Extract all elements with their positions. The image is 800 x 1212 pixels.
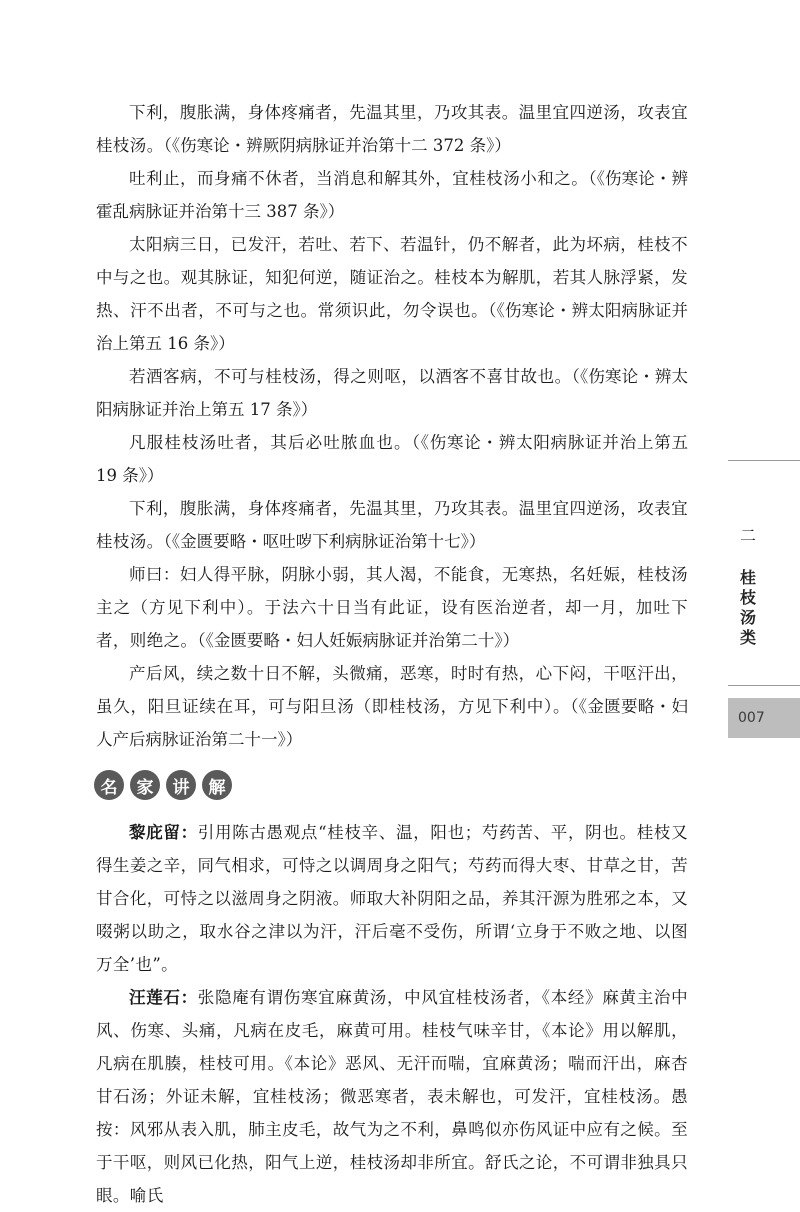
chapter-title-char: 枝 (739, 588, 756, 607)
section-heading-char: 解 (202, 770, 232, 800)
paragraph-2 (96, 162, 688, 228)
paragraph-source: （《伤寒论・辨太阳病脉证并治上第五 16 条》） (96, 301, 689, 353)
margin-divider (728, 460, 800, 461)
commentator-name: 汪莲石： (129, 988, 198, 1007)
commentary-text: 引用陈古愚观点“桂枝辛、温，阳也；芍药苦、平，阴也。桂枝又得生姜之辛，同气相求，可恃之以调周身之阳气；芍药而得大枣、甘草之甘，苦甘合化，可恃之以滋周身之阴液。师取大补阴阳之品，养其汗源为胜邪之本，又啜粥以助之，取水谷之津以为汗，汗后毫不受伤，所谓‘立身于不败之地、以图万全’也”。 (96, 823, 688, 974)
page-number-tab (728, 698, 800, 738)
paragraph-source: （《伤寒论・辨太阳病脉证并治上第五 17 条》） (96, 367, 688, 419)
chapter-title (738, 568, 758, 648)
commentator-name: 黎庇留： (129, 823, 198, 842)
paragraph-source: （《伤寒论・辨霍乱病脉证并治第十三 387 条》） (96, 169, 688, 221)
paragraph-text: 凡服桂枝汤吐者，其后必吐脓血也。 (129, 433, 412, 452)
paragraph-3 (96, 228, 688, 360)
paragraph-1 (96, 96, 688, 162)
margin-divider (728, 685, 800, 686)
paragraph-text: 若酒客病，不可与桂枝汤，得之则呕，以酒客不喜甘故也。 (129, 367, 572, 386)
chapter-title-char: 桂 (739, 568, 756, 587)
commentary-text: 张隐庵有谓伤寒宜麻黄汤，中风宜桂枝汤者，《本经》麻黄主治中风、伤寒、头痛，凡病在皮毛，麻黄可用。桂枝气味辛甘，《本论》用以解肌，凡病在肌腠，桂枝可用。《本论》恶风、无汗而喘，宜麻黄汤；喘而汗出，麻杏甘石汤；外证未解，宜桂枝汤；微恶寒者，表未解也，可发汗，宜桂枝汤。愚按：风邪从表入肌，肺主皮毛，故气为之不利，鼻鸣似亦伤风证中应有之候。至于干呕，则风已化热，阳气上逆，桂枝汤却非所宜。舒氏之论，不可谓非独具只眼。喻氏 (96, 988, 688, 1205)
chapter-side-title (738, 526, 758, 648)
paragraph-text: 太阳病三日，已发汗，若吐、若下、若温针，仍不解者，此为坏病，桂枝不中与之也。观其脉证，知犯何逆，随证治之。桂枝本为解肌，若其人脉浮紧，发热、汗不出者，不可与之也。常须识此，勿令误也。 (96, 235, 688, 320)
commentary-1 (96, 816, 688, 981)
paragraph-6 (96, 492, 688, 558)
paragraph-source: （《伤寒论・辨太阳病脉证并治上第五 19 条》） (96, 433, 688, 485)
section-heading-char: 讲 (166, 770, 196, 800)
paragraph-8 (96, 657, 688, 756)
commentary-2 (96, 981, 688, 1212)
section-heading-char: 名 (94, 770, 124, 800)
paragraph-text: 产后风，续之数十日不解，头微痛，恶寒，时时有热，心下闷，干呕汗出，虽久，阳旦证续在耳，可与阳旦汤（即桂枝汤，方见下利中）。 (96, 664, 688, 716)
paragraph-source: （《金匮要略・呕吐哕下利病脉证治第十七》） (163, 532, 486, 551)
main-content (96, 96, 688, 1212)
section-heading (94, 768, 688, 802)
chapter-title-char: 类 (739, 628, 756, 647)
paragraph-text: 下利，腹胀满，身体疼痛者，先温其里，乃攻其表。温里宜四逆汤，攻表宜桂枝汤。 (96, 103, 688, 155)
paragraph-source: （《伤寒论・辨厥阴病脉证并治第十二 372 条》） (163, 136, 511, 155)
paragraph-4 (96, 360, 688, 426)
paragraph-text: 吐利止，而身痛不休者，当消息和解其外，宜桂枝汤小和之。 (129, 169, 589, 188)
paragraph-text: 师曰：妇人得平脉，阴脉小弱，其人渴，不能食，无寒热，名妊娠，桂枝汤主之（方见下利中）。于法六十日当有此证，设有医治逆者，却一月，加吐下者，则绝之。 (96, 565, 688, 650)
page-number: 007 (738, 710, 765, 726)
chapter-title-char: 汤 (739, 608, 756, 627)
paragraph-source: （《金匮要略・妇人妊娠病脉证并治第二十》） (197, 631, 520, 650)
paragraph-7 (96, 558, 688, 657)
chapter-number: 二 (739, 526, 756, 545)
paragraph-text: 下利，腹胀满，身体疼痛者，先温其里，乃攻其表。温里宜四逆汤，攻表宜桂枝汤。 (96, 499, 688, 551)
paragraph-5 (96, 426, 688, 492)
section-heading-char: 家 (130, 770, 160, 800)
paragraph-source: （《金匮要略・妇人产后病脉证治第二十一》） (96, 697, 688, 749)
